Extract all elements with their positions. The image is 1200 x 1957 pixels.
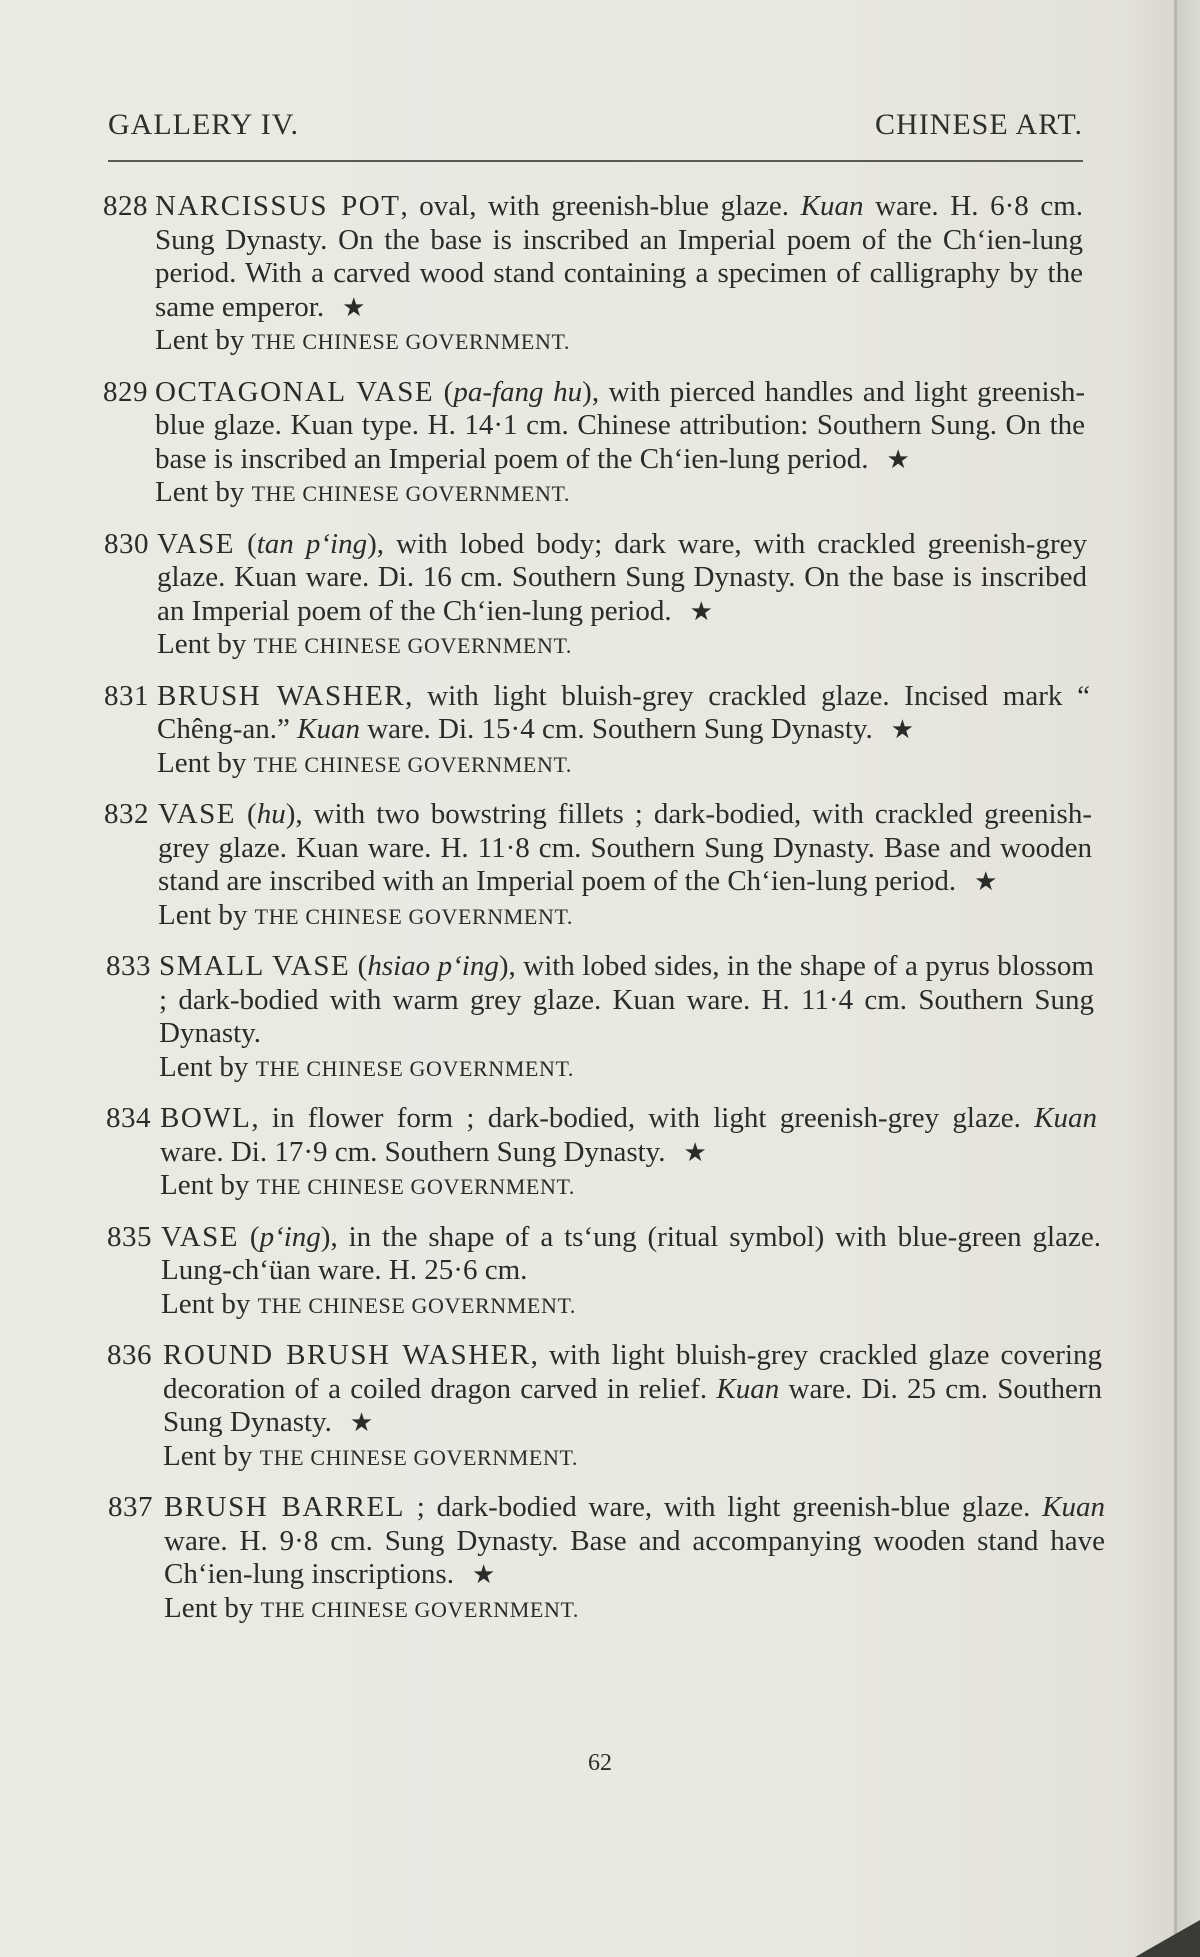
star-icon: ★ bbox=[342, 292, 366, 322]
lender-name: THE CHINESE GOVERNMENT. bbox=[256, 1174, 575, 1199]
entry-title: ROUND BRUSH WASHER bbox=[163, 1339, 531, 1371]
entry-lender bbox=[161, 1288, 1200, 1323]
entry-lender bbox=[157, 628, 1200, 663]
entry-text: ( bbox=[350, 950, 368, 982]
star-icon: ★ bbox=[974, 867, 998, 896]
entry-italic-term: Kuan bbox=[1034, 1102, 1097, 1134]
catalogue-entry bbox=[0, 1339, 1200, 1474]
lender-name: THE CHINESE GOVERNMENT. bbox=[259, 1444, 578, 1470]
entry-italic-term: Kuan bbox=[800, 190, 864, 222]
entry-lender bbox=[164, 1592, 1200, 1627]
entry-text: ), with pierced handles and light greenish-blue glaze. Kuan type. H. 14·1 cm. Chinese attribution: Southern Sung. On the base is inscribed an Imperial poem of the Ch‘ien-lung period. bbox=[155, 375, 1085, 475]
lender-name: THE CHINESE GOVERNMENT. bbox=[253, 751, 572, 777]
entry-lender bbox=[159, 1051, 1200, 1086]
entry-title: NARCISSUS POT bbox=[155, 190, 401, 222]
entry-lender bbox=[163, 1440, 1200, 1475]
catalogue-entries bbox=[0, 190, 1200, 1643]
entry-title: VASE bbox=[158, 798, 236, 830]
lent-by-label: Lent by bbox=[164, 1591, 254, 1624]
entry-title: VASE bbox=[161, 1220, 239, 1253]
lender-name: THE CHINESE GOVERNMENT. bbox=[251, 481, 570, 506]
entry-text: ( bbox=[236, 798, 257, 830]
entry-number: 837 bbox=[108, 1491, 153, 1523]
star-icon: ★ bbox=[349, 1408, 374, 1437]
entry-text: , with light bluish-grey crackled glaze. Incised mark “ Chêng-an.” bbox=[157, 679, 1091, 745]
catalogue-entry bbox=[0, 950, 1200, 1085]
entry-lender bbox=[157, 747, 1200, 782]
lent-by-label: Lent by bbox=[157, 746, 247, 779]
catalogue-entry bbox=[0, 1221, 1200, 1323]
lender-name: THE CHINESE GOVERNMENT. bbox=[260, 1596, 579, 1622]
lent-by-label: Lent by bbox=[163, 1439, 253, 1472]
entry-text: , in flower form ; dark-bodied, with light greenish-grey glaze. bbox=[251, 1102, 1035, 1134]
entry-number: 831 bbox=[104, 679, 149, 712]
page-number: 62 bbox=[588, 1750, 612, 1776]
lent-by-label: Lent by bbox=[158, 898, 248, 931]
catalogue-entry bbox=[0, 190, 1200, 359]
lent-by-label: Lent by bbox=[160, 1169, 250, 1201]
entry-text: ), with lobed sides, in the shape of a pyrus blossom ; dark-bodied with warm grey glaze. Kuan ware. H. 11·4 cm. Southern Sung Dynasty. bbox=[159, 950, 1094, 1049]
entry-lender bbox=[158, 899, 1200, 934]
star-icon: ★ bbox=[471, 1560, 496, 1589]
entry-text: , with light bluish-grey crackled glaze covering decoration of a coiled dragon carved in relief. bbox=[163, 1339, 1102, 1405]
entry-text: ; dark-bodied ware, with light greenish-blue glaze. bbox=[404, 1491, 1043, 1523]
entry-title: BRUSH BARREL bbox=[164, 1491, 405, 1523]
entry-description bbox=[163, 1339, 1102, 1440]
entry-text: ware. Di. 15·4 cm. Southern Sung Dynasty. bbox=[359, 713, 873, 745]
entry-text: ), in the shape of a ts‘ung (ritual symbol) with blue-green glaze. Lung-ch‘üan ware. H. 25·6 cm. bbox=[161, 1220, 1101, 1286]
lender-name: THE CHINESE GOVERNMENT. bbox=[255, 1055, 574, 1081]
entry-italic-term: hu bbox=[256, 798, 286, 830]
entry-text: ware. Di. 25 cm. Southern Sung Dynasty. bbox=[163, 1372, 1102, 1438]
entry-italic-term: Kuan bbox=[1042, 1491, 1105, 1523]
entry-text: ware. H. 6·8 cm. Sung Dynasty. On the base is inscribed an Imperial poem of the Ch‘ien-lung period. With a carved wood stand containing a specimen of calligraphy by the same emperor. bbox=[155, 190, 1083, 323]
star-icon: ★ bbox=[683, 1137, 707, 1167]
lender-name: THE CHINESE GOVERNMENT. bbox=[257, 1292, 576, 1318]
lender-name: THE CHINESE GOVERNMENT. bbox=[251, 329, 570, 354]
entry-italic-term: Kuan bbox=[716, 1372, 780, 1405]
entry-description bbox=[160, 1102, 1097, 1169]
entry-italic-term: pa-fang hu bbox=[453, 375, 583, 408]
entry-description bbox=[158, 798, 1092, 899]
lender-name: THE CHINESE GOVERNMENT. bbox=[253, 633, 572, 658]
entry-title: BRUSH WASHER bbox=[157, 679, 406, 712]
entry-text: ( bbox=[434, 375, 454, 408]
catalogue-entry bbox=[0, 1102, 1200, 1204]
lent-by-label: Lent by bbox=[161, 1287, 251, 1320]
entry-title: VASE bbox=[157, 527, 235, 560]
entry-title: BOWL bbox=[160, 1102, 252, 1134]
entry-number: 828 bbox=[103, 190, 148, 222]
star-icon: ★ bbox=[886, 444, 910, 474]
entry-description bbox=[161, 1221, 1101, 1288]
catalogue-entry bbox=[0, 528, 1200, 663]
entry-description bbox=[157, 528, 1087, 629]
lent-by-label: Lent by bbox=[159, 1050, 249, 1083]
entry-number: 835 bbox=[107, 1220, 152, 1253]
entry-text: ware. Di. 17·9 cm. Southern Sung Dynasty. bbox=[160, 1135, 666, 1168]
entry-text: ( bbox=[235, 527, 257, 560]
entry-description bbox=[155, 376, 1085, 477]
entry-number: 834 bbox=[106, 1102, 151, 1134]
entry-text: ), with lobed body; dark ware, with crackled greenish-grey glaze. Kuan ware. Di. 16 cm. Southern Sung Dynasty. On the base is inscribed an Imperial poem of the Ch‘ien-lung period. bbox=[157, 527, 1087, 627]
entry-italic-term: p‘ing bbox=[259, 1220, 321, 1253]
entry-description bbox=[155, 190, 1083, 324]
entry-lender bbox=[155, 324, 1200, 359]
header-rule bbox=[108, 160, 1083, 162]
lender-name: THE CHINESE GOVERNMENT. bbox=[254, 903, 573, 929]
lent-by-label: Lent by bbox=[157, 628, 247, 660]
entry-italic-term: hsiao p‘ing bbox=[367, 950, 499, 982]
entry-italic-term: Kuan bbox=[297, 713, 360, 745]
entry-description bbox=[157, 680, 1090, 747]
catalogue-entry bbox=[0, 1491, 1200, 1626]
catalogue-entry bbox=[0, 680, 1200, 782]
entry-number: 830 bbox=[104, 527, 149, 560]
entry-number: 833 bbox=[106, 950, 151, 982]
entry-lender bbox=[160, 1169, 1200, 1204]
entry-text: ware. H. 9·8 cm. Sung Dynasty. Base and accompanying wooden stand have Ch‘ien-lung inscriptions. bbox=[164, 1524, 1105, 1590]
catalogue-entry bbox=[0, 376, 1200, 511]
star-icon: ★ bbox=[689, 596, 713, 626]
entry-lender bbox=[155, 476, 1200, 511]
entry-italic-term: tan p‘ing bbox=[256, 527, 368, 560]
catalogue-entry bbox=[0, 798, 1200, 933]
entry-description bbox=[164, 1491, 1105, 1592]
lent-by-label: Lent by bbox=[155, 476, 245, 508]
entry-title: SMALL VASE bbox=[159, 950, 351, 982]
entry-number: 829 bbox=[103, 375, 148, 408]
entry-number: 832 bbox=[104, 798, 149, 830]
entry-number: 836 bbox=[107, 1339, 152, 1371]
section-heading: CHINESE ART. bbox=[875, 108, 1083, 141]
entry-title: OCTAGONAL VASE bbox=[155, 375, 435, 408]
gallery-heading: GALLERY IV. bbox=[108, 108, 299, 141]
entry-text: ), with two bowstring fillets ; dark-bodied, with crackled greenish-grey glaze. Kuan ware. H. 11·8 cm. Southern Sung Dynasty. Base and wooden stand are inscribed with an Imperial poem of the Ch‘ien-lung period. bbox=[158, 798, 1092, 897]
entry-text: ( bbox=[239, 1220, 260, 1253]
entry-description bbox=[159, 950, 1094, 1051]
lent-by-label: Lent by bbox=[155, 324, 245, 356]
star-icon: ★ bbox=[890, 715, 915, 744]
entry-text: , oval, with greenish-blue glaze. bbox=[400, 190, 801, 222]
